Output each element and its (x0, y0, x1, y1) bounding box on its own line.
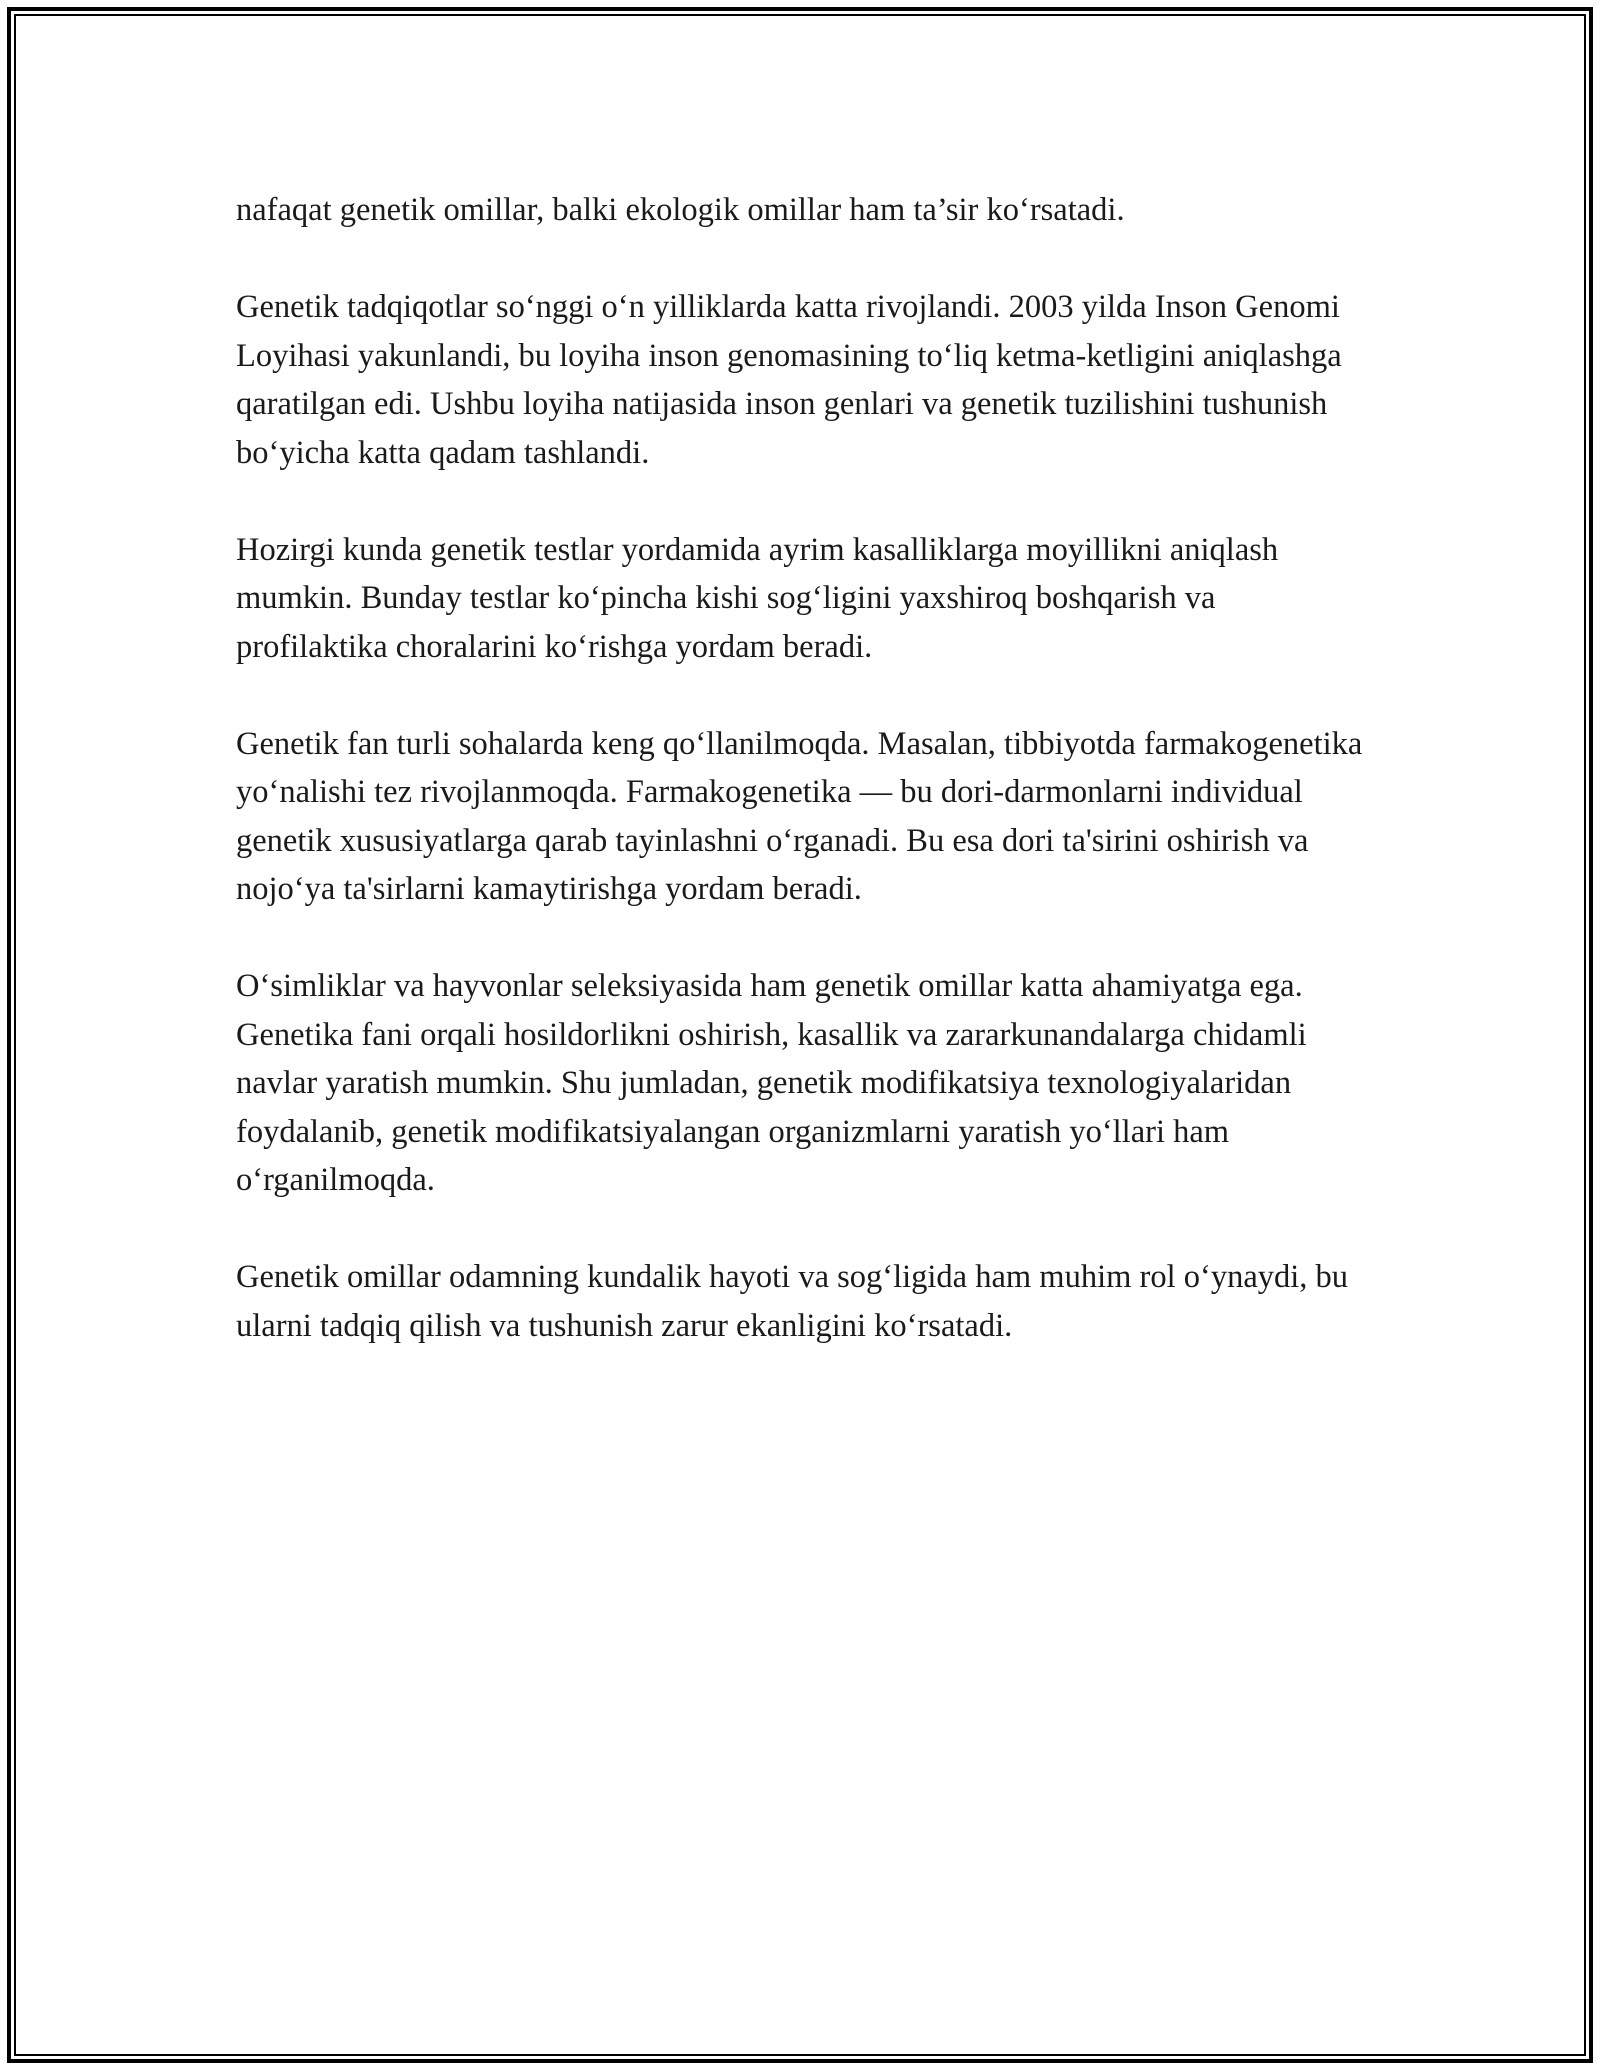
paragraph-2: Genetik tadqiqotlar so‘nggi o‘n yilliklarda katta rivojlandi. 2003 yilda Inson Genomi Loyihasi yakunlandi, bu loyiha inson genomasining to‘liq ketma-ketligini aniqlashga qaratilgan edi. Ushbu loyiha natijasida inson genlari va genetik tuzilishini tushunish bo‘yicha katta qadam tashlandi. (236, 289, 1342, 471)
paragraph-1: nafaqat genetik omillar, balki ekologik omillar ham ta’sir ko‘rsatadi. (236, 192, 1125, 228)
paragraph-6: Genetik omillar odamning kundalik hayoti va sog‘ligida ham muhim rol o‘ynaydi, bu ularni tadqiq qilish va tushunish zarur ekanligini ko‘rsatadi. (236, 1259, 1349, 1344)
document-body (236, 186, 1366, 1399)
paragraph-5: O‘simliklar va hayvonlar seleksiyasida ham genetik omillar katta ahamiyatga ega. Genetika fani orqali hosildorlikni oshirish, kasallik va zararkunandalarga chidamli navlar yaratish mumkin. Shu jumladan, genetik modifikatsiya texnologiyalaridan foydalanib, genetik modifikatsiyalangan organizmlarni yaratish yo‘llari ham o‘rganilmoqda. (236, 968, 1307, 1198)
paragraph-4: Genetik fan turli sohalarda keng qo‘llanilmoqda. Masalan, tibbiyotda farmakogenetika yo‘nalishi tez rivojlanmoqda. Farmakogenetika — bu dori-darmonlarni individual genetik xususiyatlarga qarab tayinlashni o‘rganadi. Bu esa dori ta'sirini oshirish va nojo‘ya ta'sirlarni kamaytirishga yordam beradi. (236, 725, 1363, 907)
paragraph-3: Hozirgi kunda genetik testlar yordamida ayrim kasalliklarga moyillikni aniqlash mumkin. Bunday testlar ko‘pincha kishi sog‘ligini yaxshiroq boshqarish va profilaktika choralarini ko‘rishga yordam beradi. (236, 531, 1279, 665)
